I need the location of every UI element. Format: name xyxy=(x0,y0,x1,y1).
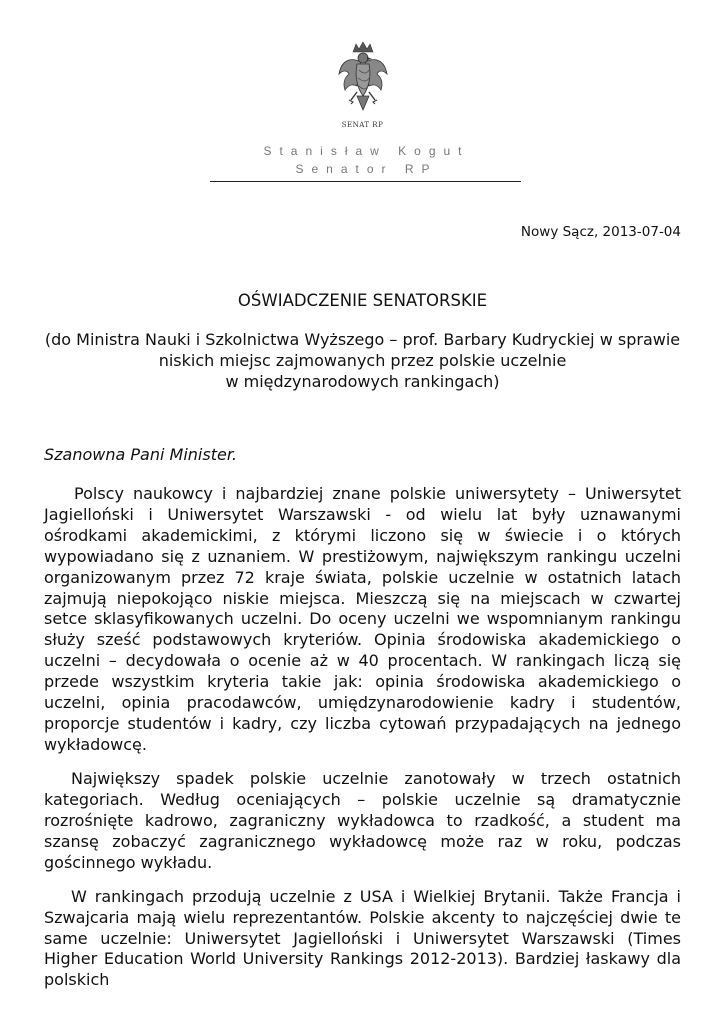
document-subtitle xyxy=(40,329,685,392)
senator-title: Senator RP xyxy=(295,162,438,176)
letterhead-divider xyxy=(210,181,521,182)
body-paragraph: Największy spadek polskie uczelnie zanotowały w trzech ostatnich kategoriach. Według oceniających – polskie uczelnie są dramatycznie rozrośnięte kadrowo, zagraniczny wykładowca to rzadkość, a student ma szansę zobaczyć zagranicznego wykładowcę może raz w roku, podczas gościnnego wykładu. xyxy=(44,768,681,872)
subtitle-line: w międzynarodowych rankingach) xyxy=(225,372,500,391)
place-date: Nowy Sącz, 2013-07-04 xyxy=(520,224,681,240)
emblem-label: SENAT RP xyxy=(341,121,384,129)
document-title: OŚWIADCZENIE SENATORSKIE xyxy=(237,291,488,310)
salutation: Szanowna Pani Minister. xyxy=(44,445,238,464)
senate-eagle-emblem-icon xyxy=(335,40,391,122)
body-paragraph: W rankingach przodują uczelnie z USA i Wielkiej Brytanii. Także Francja i Szwajcaria mają wielu reprezentantów. Polskie akcenty to najczęściej dwie te same uczelnie: Uniwersytet Jagielloński i Uniwersytet Warszawski (Times Higher Education World University Rankings 2012-2013). Bardziej łaskawy dla polskich xyxy=(44,886,681,990)
letter-body xyxy=(44,484,681,1004)
subtitle-line: niskich miejsc zajmowanych przez polskie uczelnie xyxy=(158,351,567,370)
body-paragraph: Polscy naukowcy i najbardziej znane polskie uniwersytety – Uniwersytet Jagielloński i Uniwersytet Warszawski - od wielu lat były uznawanymi ośrodkami akademickimi, z którymi liczono się w świecie i o których wypowiadano się z uznaniem. W prestiżowym, największym rankingu uczelni organizowanym przez 72 kraje świata, polskie uczelnie w ostatnich latach zajmują niepokojąco niskie miejsca. Mieszczą się na miejscach w czwartej setce sklasyfikowanych uczelni. Do oceny uczelni we wspomnianym rankingu służy sześć podstawowych kryteriów. Opinia środowiska akademickiego o uczelni – decydowała o ocenie aż w 40 procentach. W rankingach liczą się przede wszystkim kryteria takie jak: opinia środowiska akademickiego o uczelni, opinia pracodawców, umiędzynarodowienie kadry i studentów, proporcje studentów i kadry, czy liczba cytowań przypadających na jednego wykładowcę. xyxy=(44,484,681,754)
senator-name: Stanisław Kogut xyxy=(263,144,470,158)
subtitle-line: (do Ministra Nauki i Szkolnictwa Wyższego – prof. Barbary Kudryckiej w sprawie xyxy=(44,330,681,349)
